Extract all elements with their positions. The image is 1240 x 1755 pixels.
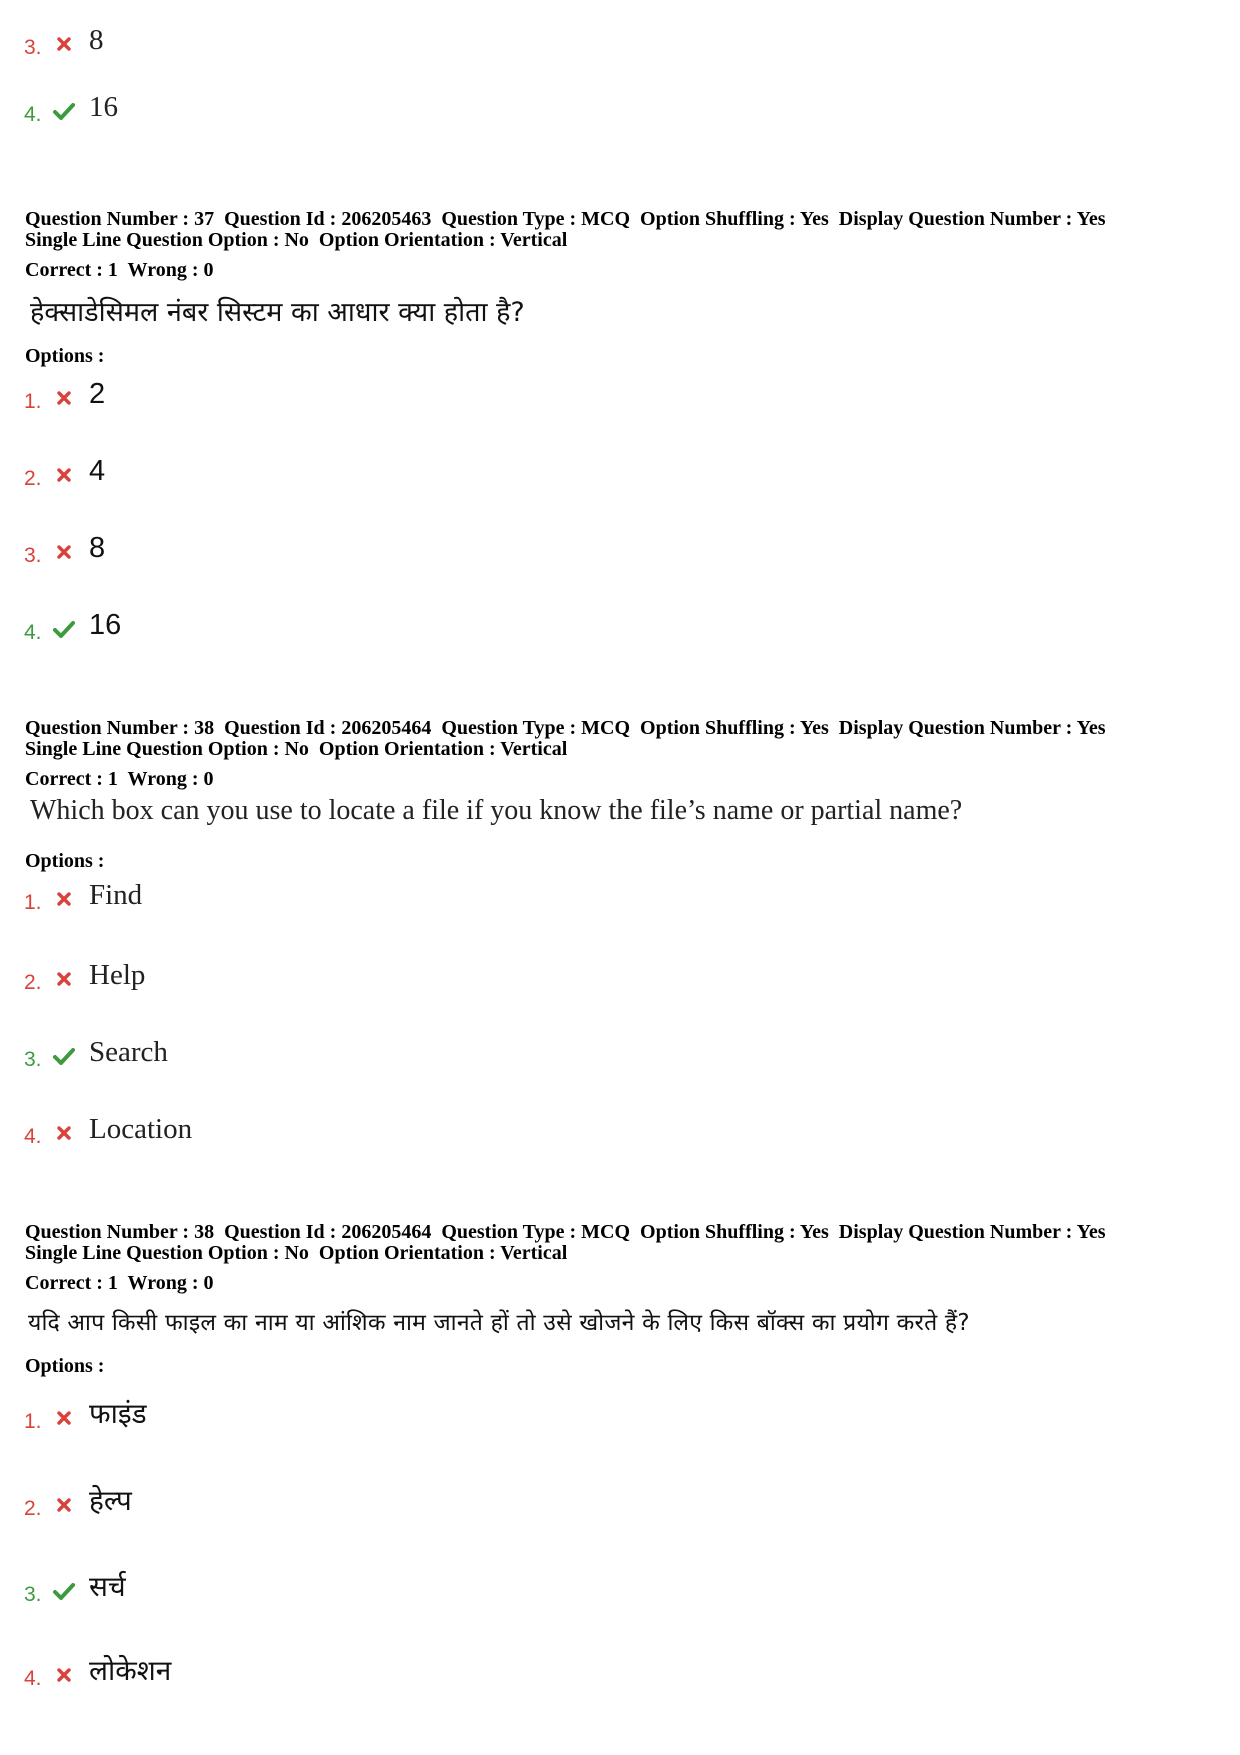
meta-line: Question Number : 38 Question Id : 206205464 Question Type : MCQ Option Shuffling : Yes Display Question Number : Yes xyxy=(25,717,1106,739)
option-text: हेल्प xyxy=(89,1484,132,1517)
marks-line: Correct : 1 Wrong : 0 xyxy=(25,768,214,790)
meta-line: Single Line Question Option : No Option Orientation : Vertical xyxy=(25,738,568,760)
option-text: सर्च xyxy=(89,1570,126,1603)
marks-line: Correct : 1 Wrong : 0 xyxy=(25,259,214,281)
check-icon xyxy=(51,1579,77,1603)
question-text: यदि आप किसी फाइल का नाम या आंशिक नाम जानते हों तो उसे खोजने के लिए किस बॉक्स का प्रयोग करते हैं? xyxy=(28,1310,970,1336)
option-text: Search xyxy=(89,1036,168,1068)
meta-line: Single Line Question Option : No Option Orientation : Vertical xyxy=(25,1242,568,1264)
option-row xyxy=(24,526,105,570)
option-text: Help xyxy=(89,959,146,991)
option-text: 8 xyxy=(89,24,104,56)
options-label: Options : xyxy=(25,850,105,872)
marks-line: Correct : 1 Wrong : 0 xyxy=(25,1272,214,1294)
option-text: 2 xyxy=(89,378,106,410)
option-number: 3. xyxy=(24,544,42,567)
option-row xyxy=(24,449,105,493)
cross-icon xyxy=(51,540,77,564)
question-meta xyxy=(25,1222,1105,1264)
cross-icon xyxy=(51,887,77,911)
question-meta xyxy=(25,209,1105,251)
option-row xyxy=(24,1479,132,1523)
option-row xyxy=(24,1565,126,1609)
check-icon xyxy=(51,617,77,641)
option-row xyxy=(24,1392,147,1436)
option-text: 8 xyxy=(89,532,106,564)
option-number: 1. xyxy=(24,891,42,914)
option-text: फाइंड xyxy=(89,1397,147,1430)
option-row xyxy=(24,85,118,129)
option-text: Location xyxy=(89,1113,193,1145)
cross-icon xyxy=(51,386,77,410)
option-number: 3. xyxy=(24,1048,42,1071)
meta-line: Question Number : 38 Question Id : 206205464 Question Type : MCQ Option Shuffling : Yes Display Question Number : Yes xyxy=(25,1221,1106,1243)
cross-icon xyxy=(51,1493,77,1517)
options-label: Options : xyxy=(25,345,105,367)
cross-icon xyxy=(51,1121,77,1145)
option-number: 4. xyxy=(24,1125,42,1148)
option-row xyxy=(24,1107,192,1151)
option-number: 2. xyxy=(24,971,42,994)
option-text: Find xyxy=(89,879,143,911)
option-row xyxy=(24,1649,171,1693)
option-number: 3. xyxy=(24,1583,42,1606)
option-number: 1. xyxy=(24,1410,42,1433)
option-row xyxy=(24,873,142,917)
option-text: 4 xyxy=(89,455,106,487)
option-text: 16 xyxy=(89,609,122,641)
check-icon xyxy=(51,1044,77,1068)
option-row xyxy=(24,603,121,647)
meta-line: Question Number : 37 Question Id : 206205463 Question Type : MCQ Option Shuffling : Yes Display Question Number : Yes xyxy=(25,208,1106,230)
cross-icon xyxy=(51,967,77,991)
option-number: 4. xyxy=(24,103,42,126)
question-text: Which box can you use to locate a file if you know the file’s name or partial name? xyxy=(30,795,963,826)
option-number: 4. xyxy=(24,621,42,644)
option-number: 2. xyxy=(24,1497,42,1520)
option-text: 16 xyxy=(89,91,118,123)
cross-icon xyxy=(51,1663,77,1687)
option-text: लोकेशन xyxy=(89,1654,172,1687)
option-number: 4. xyxy=(24,1667,42,1690)
cross-icon xyxy=(51,32,77,56)
meta-line: Single Line Question Option : No Option Orientation : Vertical xyxy=(25,229,568,251)
option-number: 1. xyxy=(24,390,42,413)
check-icon xyxy=(51,99,77,123)
option-row xyxy=(24,18,104,62)
option-row xyxy=(24,372,105,416)
question-text: हेक्साडेसिमल नंबर सिस्टम का आधार क्या होता है? xyxy=(30,297,525,328)
option-number: 3. xyxy=(24,36,42,59)
question-meta xyxy=(25,718,1105,760)
option-row xyxy=(24,1030,168,1074)
option-number: 2. xyxy=(24,467,42,490)
cross-icon xyxy=(51,463,77,487)
option-row xyxy=(24,953,145,997)
options-label: Options : xyxy=(25,1355,105,1377)
cross-icon xyxy=(51,1406,77,1430)
